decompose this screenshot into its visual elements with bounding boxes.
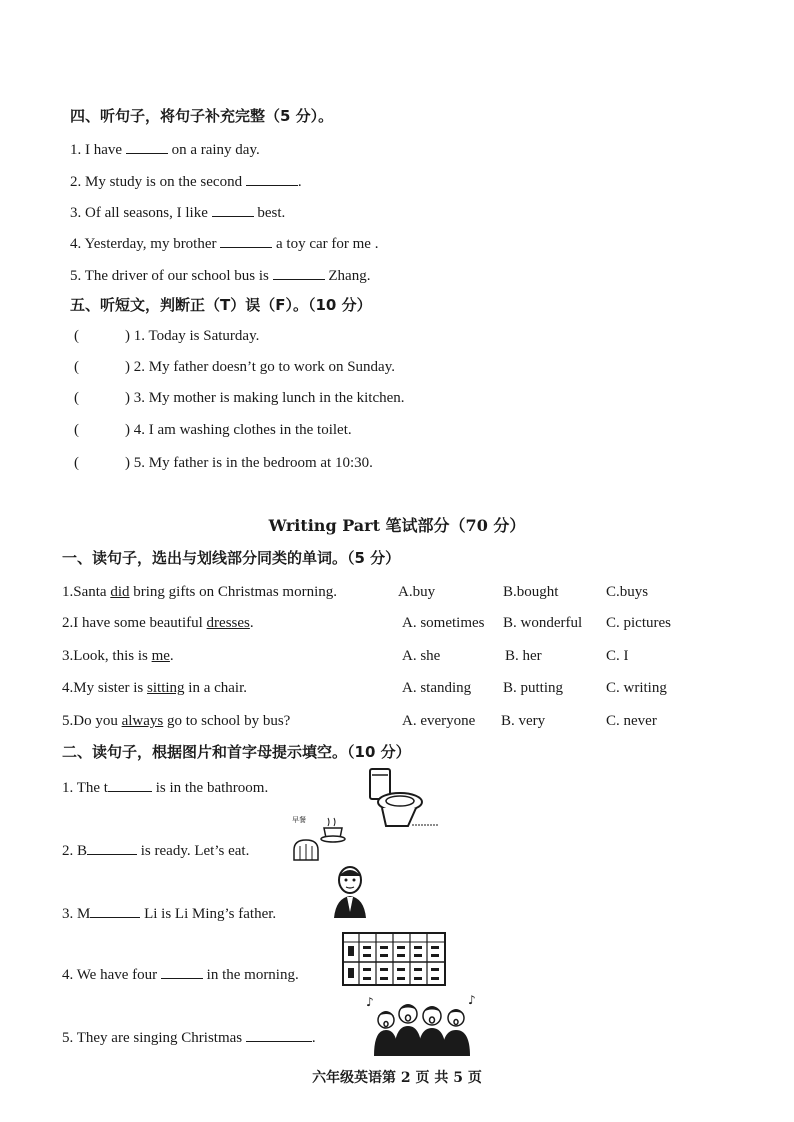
answer-blank[interactable] bbox=[246, 170, 298, 186]
page-footer: 六年级英语第 2 页 共 5 页 bbox=[312, 1070, 482, 1086]
answer-blank[interactable] bbox=[90, 902, 140, 918]
answer-blank[interactable] bbox=[273, 264, 325, 280]
answer-blank[interactable] bbox=[220, 232, 272, 248]
section5-item-5: ( ) 5. My father is in the bedroom at 10:30. bbox=[74, 455, 373, 471]
answer-blank[interactable] bbox=[246, 1026, 312, 1042]
part2-item-4: 4. We have four in the morning. bbox=[62, 963, 299, 985]
part1-sentence-1: 1.Santa did bring gifts on Christmas morning. bbox=[62, 584, 337, 600]
part2-item-1: 1. The t is in the bathroom. bbox=[62, 776, 268, 798]
svg-text:♪: ♪ bbox=[468, 994, 476, 1007]
svg-text:♪: ♪ bbox=[366, 995, 374, 1009]
section5-item-4: ( ) 4. I am washing clothes in the toilet. bbox=[74, 422, 352, 438]
part2-item-5: 5. They are singing Christmas . bbox=[62, 1026, 316, 1048]
part2-item-2: 2. B is ready. Let’s eat. bbox=[62, 839, 249, 861]
answer-blank[interactable] bbox=[212, 201, 254, 217]
section4-item-3: 3. Of all seasons, I like best. bbox=[70, 201, 285, 223]
part1-sentence-4: 4.My sister is sitting in a chair. bbox=[62, 680, 248, 696]
option-a[interactable]: A. standing bbox=[402, 680, 472, 696]
section4-heading: 四、听句子，将句子补充完整（5 分）。 bbox=[70, 107, 334, 125]
option-c[interactable]: C. pictures bbox=[606, 615, 671, 631]
section4-item-2: 2. My study is on the second . bbox=[70, 170, 302, 192]
writing-part-title: Writing Part 笔试部分（70 分） bbox=[268, 516, 526, 535]
section4-item-1: 1. I have on a rainy day. bbox=[70, 138, 260, 160]
option-b[interactable]: B. putting bbox=[503, 680, 564, 696]
section5-item-3: ( ) 3. My mother is making lunch in the kitchen. bbox=[74, 390, 405, 406]
answer-blank[interactable] bbox=[126, 138, 168, 154]
singers-picture bbox=[364, 994, 484, 1058]
timetable-picture bbox=[342, 932, 446, 986]
option-c[interactable]: C.buys bbox=[606, 584, 649, 600]
part1-sentence-5: 5.Do you always go to school by bus? bbox=[62, 713, 291, 729]
option-a[interactable]: A.buy bbox=[398, 584, 436, 600]
part2-item-3: 3. M Li is Li Ming’s father. bbox=[62, 902, 276, 924]
section4-item-4: 4. Yesterday, my brother a toy car for me . bbox=[70, 232, 378, 254]
option-b[interactable]: B. her bbox=[505, 648, 542, 664]
option-a[interactable]: A. she bbox=[402, 648, 441, 664]
part1-heading: 一、读句子，选出与划线部分同类的单词。（5 分） bbox=[62, 549, 401, 567]
option-b[interactable]: B.bought bbox=[503, 584, 559, 600]
option-b[interactable]: B. very bbox=[501, 713, 546, 729]
answer-blank[interactable] bbox=[108, 776, 152, 792]
option-a[interactable]: A. everyone bbox=[402, 713, 476, 729]
section5-item-2: ( ) 2. My father doesn’t go to work on Sunday. bbox=[74, 359, 395, 375]
svg-text:早餐: 早餐 bbox=[292, 816, 306, 824]
toilet-picture bbox=[358, 766, 444, 832]
man-picture bbox=[330, 864, 370, 920]
option-c[interactable]: C. I bbox=[606, 648, 629, 664]
option-c[interactable]: C. writing bbox=[606, 680, 667, 696]
option-c[interactable]: C. never bbox=[606, 713, 657, 729]
option-b[interactable]: B. wonderful bbox=[503, 615, 583, 631]
option-a[interactable]: A. sometimes bbox=[402, 615, 485, 631]
breakfast-picture bbox=[288, 812, 358, 866]
section5-heading: 五、听短文，判断正（T）误（F）。（10 分） bbox=[70, 296, 372, 314]
part1-sentence-2: 2.I have some beautiful dresses. bbox=[62, 615, 254, 631]
answer-blank[interactable] bbox=[87, 839, 137, 855]
answer-blank[interactable] bbox=[161, 963, 203, 979]
section4-item-5: 5. The driver of our school bus is Zhang. bbox=[70, 264, 370, 286]
part2-heading: 二、读句子，根据图片和首字母提示填空。（10 分） bbox=[62, 743, 411, 761]
part1-sentence-3: 3.Look, this is me. bbox=[62, 648, 174, 664]
section5-item-1: ( ) 1. Today is Saturday. bbox=[74, 328, 260, 344]
